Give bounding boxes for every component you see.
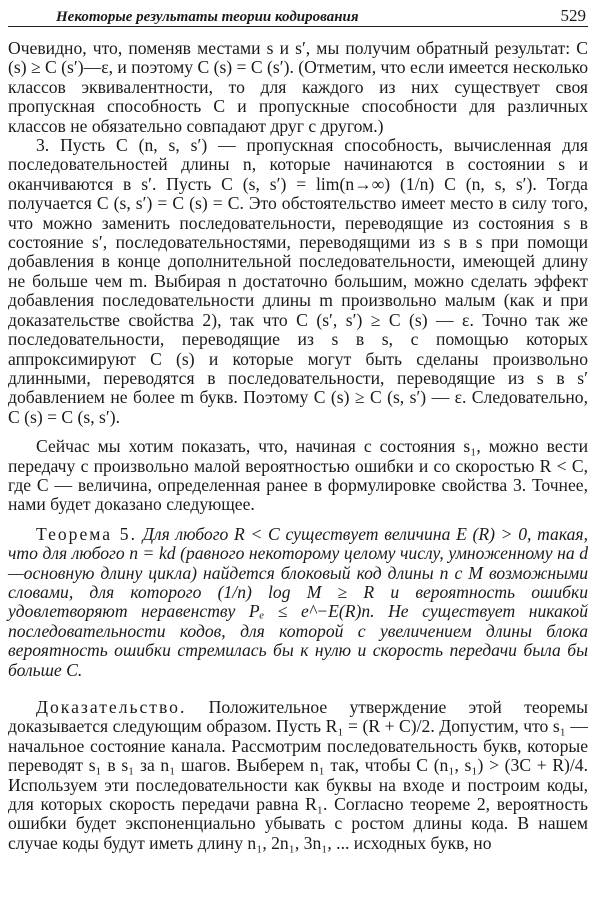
running-header — [8, 0, 588, 27]
theorem-text: Для любого R < C существует величина E (R) > 0, такая, что для любого n = kd (равного некоторому целому числу, умноженному на d—основную длину цикла) найдется блоковый код длины n с M возможными словами, для которого (1/n) log M ≥ R и вероятность ошибки удовлетворяют неравенству Pₑ ≤ e^−E(R)n. Не существует никакой последовательности кодов, для которой с увеличением длины блока вероятность ошибки стремилась бы к нулю и скорость передачи была бы больше C. — [8, 523, 588, 680]
paragraph-2: 3. Пусть C (n, s, s′) — пропускная способность, вычисленная для последовательностей длины n, которые начинаются в состоянии s и оканчиваются в s′. Пусть C (s, s′) = lim(n→∞) (1/n) C (n, s, s′). Тогда получается C (s, s′) = C (s) = C. Это обстоятельство имеет место в силу того, что можно заменить последовательности, переводящие из состояния s в состояние s′, последовательностями, переводящими из s в s при помощи добавления в конце дополнительной последовательности, имеющей длину не больше чем m. Выбирая n достаточно большим, можно сделать эффект добавления последовательности длины m произвольно малым (как и при доказательстве свойства 2), так что C (s′, s′) ≥ C (s) — ε. Точно так же последовательности, переводящие из s в s, с помощью которых аппроксимируют C (s) и которые могут быть сделаны произвольно длинными, переводятся в последовательности, переводящие из s в s′ добавлением не более m букв. Поэтому C (s) ≥ C (s, s′) — ε. Следовательно, C (s) = C (s, s′). — [8, 135, 588, 427]
proof-label: Доказательство. — [36, 697, 187, 717]
proof-text: Положительное утверждение этой теоремы доказывается следующим образом. Пусть R₁ = (R + C)/2. Допустим, что s₁ — начальное состояние канала. Рассмотрим последовательность букв, которые переводят s₁ в s₁ за n₁ шагов. Выберем n₁ так, чтобы C (n₁, s₁) > (3C + R)/4. Используем эти последовательности как буквы на входе и построим коды, для которых скорость передачи равна R₁. Согласно теореме 2, вероятность ошибки будет экспоненциально убывать с ростом длины кода. В нашем случае коды будут иметь длину n₁, 2n₁, 3n₁, ... исходных букв, но — [8, 697, 588, 853]
theorem-5 — [8, 525, 588, 680]
paragraph-1: Очевидно, что, поменяв местами s и s′, мы получим обратный результат: C (s) ≥ C (s′)—ε, и поэтому C (s) = C (s′). (Отметим, что если имеется несколько классов эквивалентности, то для каждого из них существует своя пропускная способность C и пропускные способности для различных классов не обязательно совпадают друг с другом.) — [8, 38, 588, 136]
theorem-label: Теорема 5. — [36, 523, 137, 544]
proof — [8, 698, 588, 853]
paragraph-3: Сейчас мы хотим показать, что, начиная с состояния s₁, можно вести передачу с произвольно малой вероятностью ошибки и со скоростью R < C, где C — величина, определенная ранее в формулировке свойства 3. Точнее, нами будет доказано следующее. — [8, 436, 588, 515]
running-title: Некоторые результаты теории кодирования — [56, 9, 359, 25]
spacer — [8, 680, 588, 698]
page-number: 529 — [560, 6, 586, 25]
